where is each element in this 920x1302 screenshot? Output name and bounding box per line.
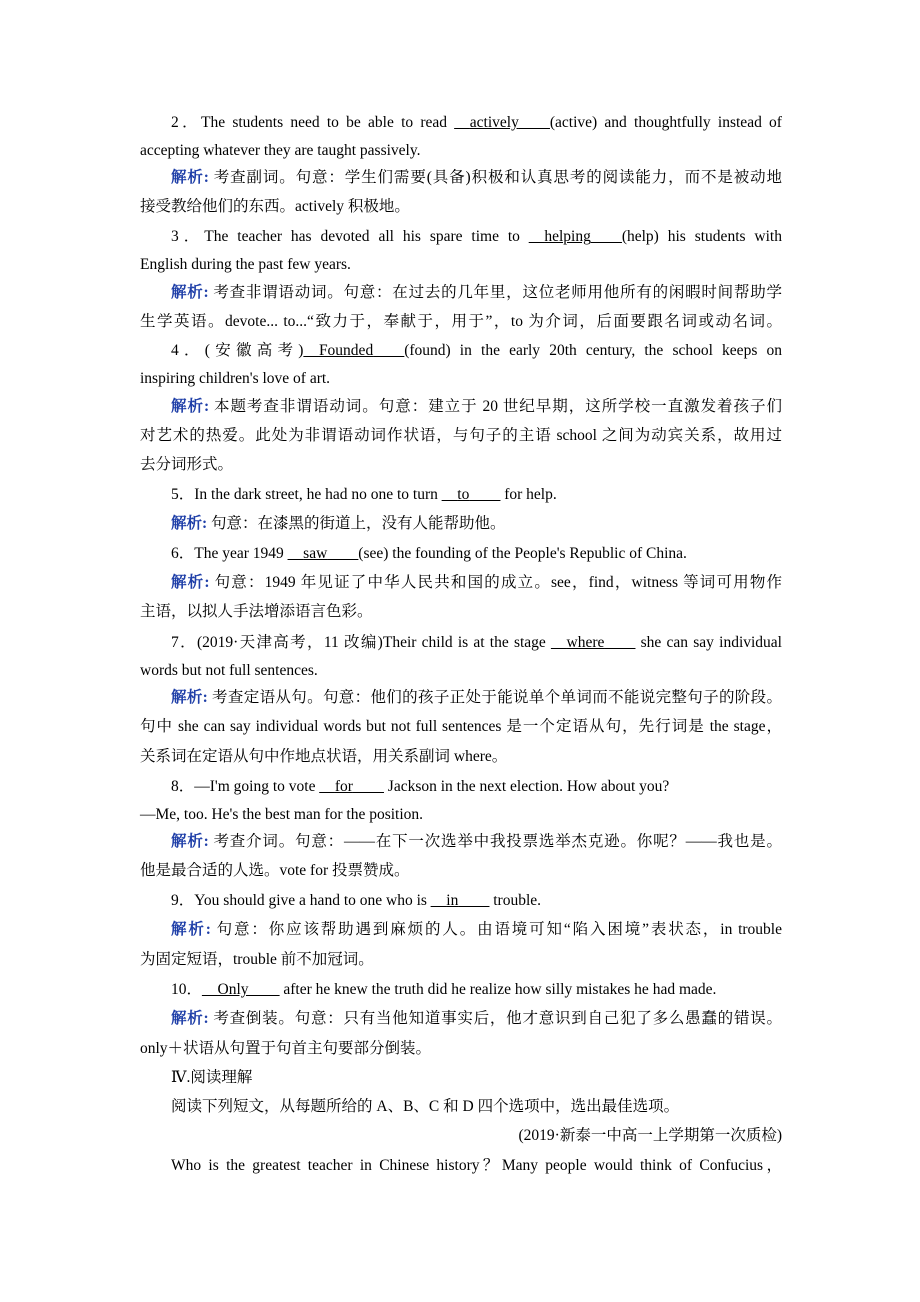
question-9-line-1: 9．You should give a hand to one who is __in____ trouble. xyxy=(171,892,542,909)
answer-4: __Founded____ xyxy=(303,342,405,359)
explanation-2-line-1: 解析: 考查副词。句意：学生们需要(具备)积极和认真思考的阅读能力，而不是被动地 xyxy=(171,169,782,186)
jiexi-label: 解析: xyxy=(171,284,209,301)
explanation-3-line-2: 生学英语。devote... to...“致力于，奉献于，用于”，to 为介词，后面要跟名词或动名词。 xyxy=(140,313,782,330)
jiexi-label: 解析: xyxy=(171,515,208,532)
explanation-9-line-2: 为固定短语，trouble 前不加冠词。 xyxy=(140,951,374,968)
question-8-line-2: —Me, too. He's the best man for the position. xyxy=(140,806,424,823)
explanation-3-line-1: 解析: 考查非谓语动词。句意：在过去的几年里，这位老师用他所有的闲暇时间帮助学 xyxy=(171,284,782,301)
passage-source: (2019·新泰一中高一上学期第一次质检) xyxy=(518,1127,782,1144)
question-8-line-1: 8．—I'm going to vote __for____ Jackson in the next election. How about you? xyxy=(171,778,670,795)
explanation-6-line-1: 解析: 句意：1949 年见证了中华人民共和国的成立。see，find，witness 等词可用物作 xyxy=(171,574,782,591)
question-2-line-2: accepting whatever they are taught passively. xyxy=(140,142,421,159)
jiexi-label: 解析: xyxy=(171,169,209,186)
question-2-line-1: 2．The students need to be able to read __actively____(active) and thoughtfully instead of xyxy=(171,114,782,131)
explanation-10-line-2: only＋状语从句置于句首主句要部分倒装。 xyxy=(140,1040,432,1057)
answer-3: __helping____ xyxy=(528,228,622,245)
explanation-4-line-3: 去分词形式。 xyxy=(140,456,234,473)
explanation-6-line-2: 主语，以拟人手法增添语言色彩。 xyxy=(140,603,373,620)
jiexi-label: 解析: xyxy=(171,574,210,591)
jiexi-label: 解析: xyxy=(171,689,208,706)
answer-6: __saw____ xyxy=(287,545,359,562)
explanation-4-line-2: 对艺术的热爱。此处为非谓语动词作状语，与句子的主语 school 之间为动宾关系，故用过 xyxy=(140,427,782,444)
explanation-10-line-1: 解析: 考查倒装。句意：只有当他知道事实后，他才意识到自己犯了多么愚蠢的错误。 xyxy=(171,1010,782,1027)
question-3-line-2: English during the past few years. xyxy=(140,256,351,273)
explanation-4-line-1: 解析: 本题考查非谓语动词。句意：建立于 20 世纪早期，这所学校一直激发着孩子们 xyxy=(171,398,782,415)
explanation-7-line-3: 关系词在定语从句中作地点状语，用关系副词 where。 xyxy=(140,748,508,765)
jiexi-label: 解析: xyxy=(171,921,211,938)
jiexi-label: 解析: xyxy=(171,1010,209,1027)
explanation-7-line-2: 句中 she can say individual words but not full sentences 是一个定语从句，先行词是 the stage， xyxy=(140,718,782,735)
question-7-line-2: words but not full sentences. xyxy=(140,662,318,679)
question-7-line-1: 7．(2019·天津高考，11 改编)Their child is at the stage __where____ she can say individual xyxy=(171,634,782,651)
explanation-8-line-2: 他是最合适的人选。vote for 投票赞成。 xyxy=(140,862,410,879)
question-4-line-1: 4．(安徽高考)__Founded____(found) in the early 20th century, the school keeps on xyxy=(171,342,782,359)
jiexi-label: 解析: xyxy=(171,833,209,850)
explanation-5-line-1: 解析: 句意：在漆黑的街道上，没有人能帮助他。 xyxy=(171,515,506,532)
question-5-line-1: 5．In the dark street, he had no one to turn __to____ for help. xyxy=(171,486,557,503)
jiexi-label: 解析: xyxy=(171,398,210,415)
answer-2: __actively____ xyxy=(454,114,550,131)
answer-9: __in____ xyxy=(430,892,490,909)
section-title: Ⅳ.阅读理解 xyxy=(171,1069,253,1086)
explanation-9-line-1: 解析: 句意：你应该帮助遇到麻烦的人。由语境可知“陷入困境”表状态，in trouble xyxy=(171,921,782,938)
explanation-2-line-2: 接受教给他们的东西。actively 积极地。 xyxy=(140,198,410,215)
question-10-line-1: 10．__Only____ after he knew the truth did he realize how silly mistakes he had made. xyxy=(171,981,717,998)
answer-7: __where____ xyxy=(551,634,636,651)
question-3-line-1: 3．The teacher has devoted all his spare time to __helping____(help) his students with xyxy=(171,228,782,245)
passage-first-line: Who is the greatest teacher in Chinese history？Many people would think of Confucius， xyxy=(171,1157,782,1174)
answer-5: __to____ xyxy=(441,486,501,503)
answer-10: __Only____ xyxy=(202,981,280,998)
explanation-7-line-1: 解析: 考查定语从句。句意：他们的孩子正处于能说单个单词而不能说完整句子的阶段。 xyxy=(171,689,782,706)
section-instruction: 阅读下列短文，从每题所给的 A、B、C 和 D 四个选项中，选出最佳选项。 xyxy=(171,1098,680,1115)
answer-8: __for____ xyxy=(319,778,384,795)
question-6-line-1: 6．The year 1949 __saw____(see) the founding of the People's Republic of China. xyxy=(171,545,687,562)
explanation-8-line-1: 解析: 考查介词。句意：——在下一次选举中我投票选举杰克逊。你呢？——我也是。 xyxy=(171,833,782,850)
question-4-line-2: inspiring children's love of art. xyxy=(140,370,331,387)
